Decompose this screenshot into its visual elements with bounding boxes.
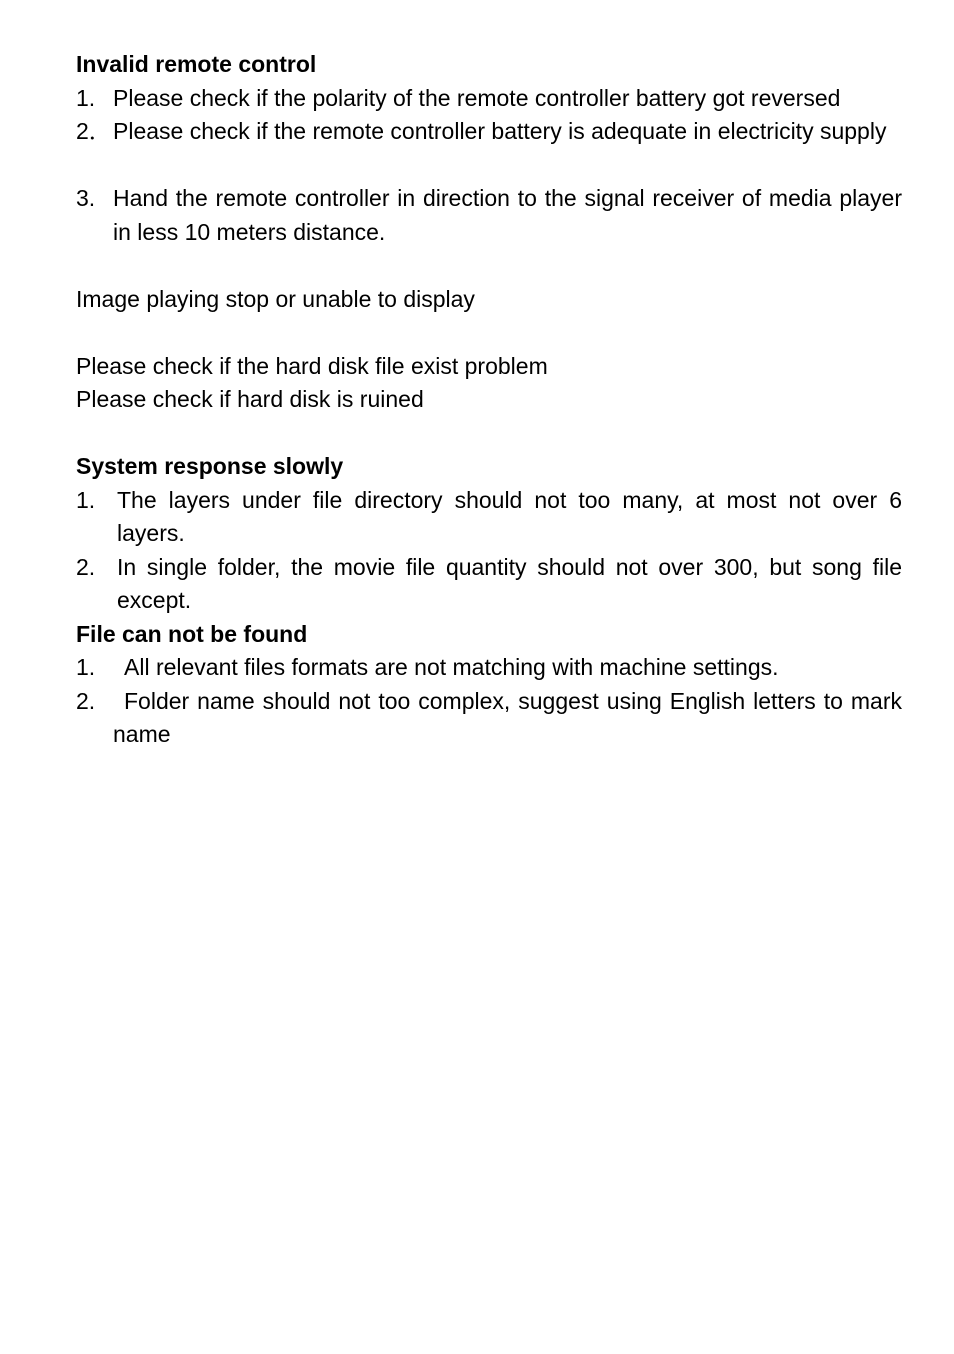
list-text: Please check if the polarity of the remote controller battery got reversed [113,84,841,111]
heading-file-can-not-be-found: File can not be found [76,620,308,647]
list-number: 1. [76,84,96,111]
list-text: The layers under file directory should not too many, at most not over 6 layers. [117,486,902,546]
list-item [76,551,902,618]
spacer [76,316,902,350]
spacer [76,149,902,183]
list-text: Hand the remote controller in direction to the signal receiver of media player in less 10 meters distance. [113,185,902,245]
document-page [76,48,902,752]
list-item [76,651,902,685]
list-item [76,685,902,752]
list-number: 1. [76,654,96,680]
list-item [76,484,902,551]
list-number: 2. [76,553,96,580]
list-text: All relevant files formats are not matching with machine settings. [124,654,779,680]
list-item [76,115,902,149]
list-number: 2. [76,687,96,714]
list-text: In single folder, the movie file quantity should not over 300, but song file except. [117,553,902,613]
list-number: 3. [76,185,96,211]
list-number: 2． [76,118,112,144]
list-text: Please check if the remote controller battery is adequate in electricity supply [113,118,887,144]
list-item [76,82,902,116]
list-text: Folder name should not too complex, suggest using English letters to mark name [113,687,902,747]
image-check-line-1: Please check if the hard disk file exist problem [76,352,548,379]
spacer [76,249,902,283]
list-number: 1. [76,486,96,513]
list-item [76,182,902,249]
notfound-list [76,651,902,752]
image-check-line-2: Please check if hard disk is ruined [76,386,424,412]
slow-list [76,484,902,618]
remote-list [76,82,902,250]
image-playing-title: Image playing stop or unable to display [76,285,475,312]
spacer [76,417,902,451]
heading-system-response-slowly: System response slowly [76,453,344,479]
heading-invalid-remote-control: Invalid remote control [76,51,317,77]
